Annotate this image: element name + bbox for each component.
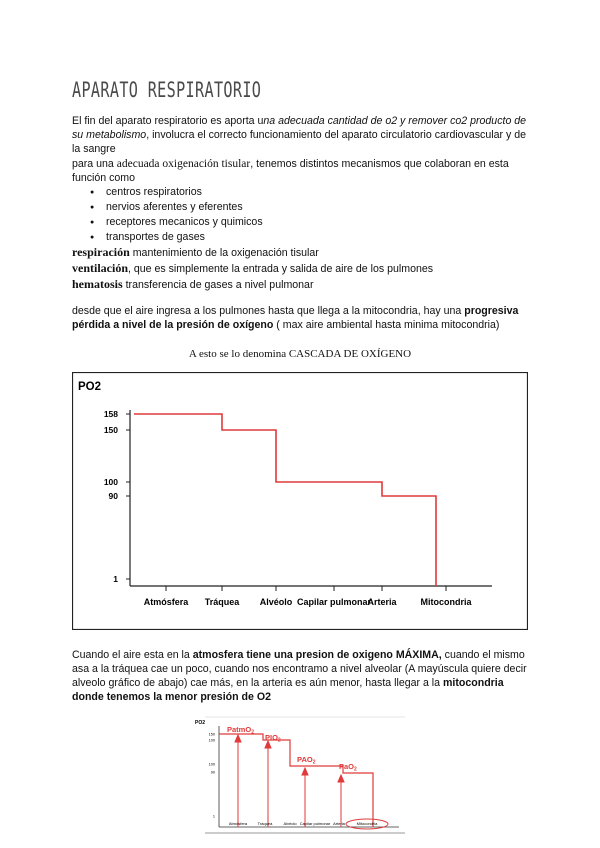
small-y-tick-label: 100: [208, 738, 215, 743]
x-tick-label-atmosfera: Atmósfera: [143, 597, 189, 607]
definition-ventilacion: ventilación, que es simplemente la entrada y salida de aire de los pulmones: [72, 261, 434, 275]
small-y-tick-label: 1: [212, 814, 215, 819]
list-item: ● receptores mecanicos y quimicos: [72, 215, 263, 230]
arrow-pao-arterial: [338, 775, 344, 827]
arrow-patm: [235, 735, 241, 827]
label-pao2-arterial: PaO$_2$: [339, 762, 357, 773]
list-item: ● nervios aferentes y eferentes: [72, 200, 263, 215]
small-series-line: [219, 734, 373, 827]
small-x-tick-label: Mitocondria: [356, 821, 378, 826]
mechanism-list: [72, 185, 263, 245]
y-tick-label-158: 158: [103, 409, 118, 419]
small-x-tick-label: Arteria: [333, 821, 345, 826]
x-tick-label-capilar: Capilar pulmonar: [296, 597, 372, 607]
arrow-pio: [265, 741, 271, 827]
label-patmo2: PatmO$_2$: [227, 725, 254, 736]
x-tick-label-arteria: Arteria: [367, 597, 397, 607]
x-tick-label-alveolo: Alvéolo: [259, 597, 293, 607]
small-x-tick-label: Alvéolo: [283, 821, 297, 826]
small-x-tick-label: Atmósfera: [228, 821, 248, 826]
small-y-tick-label: 150: [208, 732, 215, 737]
intro-paragraph: El fin del aparato respiratorio es aporta una adecuada cantidad de o2 y remover co2 producto de su metabolismo, involucra el correcto funcionamiento del aparato circulatorio cardiovascular y de la sangre: [72, 115, 527, 155]
small-x-tick-label: Capilar pulmonar: [299, 821, 331, 826]
arrow-pao: [302, 768, 308, 827]
third-paragraph: desde que el aire ingresa a los pulmones hasta que llega a la mitocondria, hay una progresiva pérdida a nivel de la presión de oxígeno ( max aire ambiental hasta minima mitocondria): [72, 305, 519, 331]
chart-frame: [73, 373, 528, 630]
list-item: ● transportes de gases: [72, 230, 263, 245]
second-paragraph: para una adecuada oxigenación tisular, tenemos distintos mecanismos que colaboran en esta función como: [72, 158, 509, 184]
definition-hematosis: hematosis transferencia de gases a nivel pulmonar: [72, 277, 314, 291]
oxygen-cascade-chart: [72, 372, 528, 630]
y-tick-label-90: 90: [108, 491, 118, 501]
x-tick-label-traquea: Tráquea: [204, 597, 240, 607]
definitions: [72, 245, 532, 293]
small-y-tick-label: 90: [210, 770, 215, 775]
y-tick-label-1: 1: [113, 574, 118, 584]
y-tick-label-100: 100: [103, 477, 118, 487]
y-axis-title: PO2: [78, 381, 102, 393]
chart-caption: A esto se lo denomina CASCADA DE OXÍGENO: [188, 348, 412, 360]
small-x-tick-label: Tráquea: [257, 821, 273, 826]
label-pio2: $PIO_2$: [265, 733, 281, 744]
x-tick-label-mitocondria: Mitocondria: [420, 597, 472, 607]
oxygen-cascade-small-chart: [193, 716, 407, 836]
definition-respiracion: respiración mantenimiento de la oxigenación tisular: [72, 245, 319, 259]
small-y-tick-label: 100: [208, 762, 215, 767]
page-title: APARATO RESPIRATORIO: [72, 78, 262, 102]
list-item: ● centros respiratorios: [72, 185, 263, 200]
small-y-axis-title: PO2: [195, 720, 206, 726]
y-tick-label-150: 150: [103, 425, 118, 435]
label-pao2: $PAO_2$: [297, 755, 316, 766]
fourth-paragraph: Cuando el aire esta en la atmosfera tiene una presion de oxigeno MÁXIMA, cuando el mismo asa a la tráquea cae un poco, cuando nos encontramo a nivel alveolar (A mayúscula quiere decir alveolo gráfico de abajo) cae más, en la arteria es aún menor, hasta llegar a la mitocondria donde tenemos la menor presión de O2: [72, 649, 527, 703]
